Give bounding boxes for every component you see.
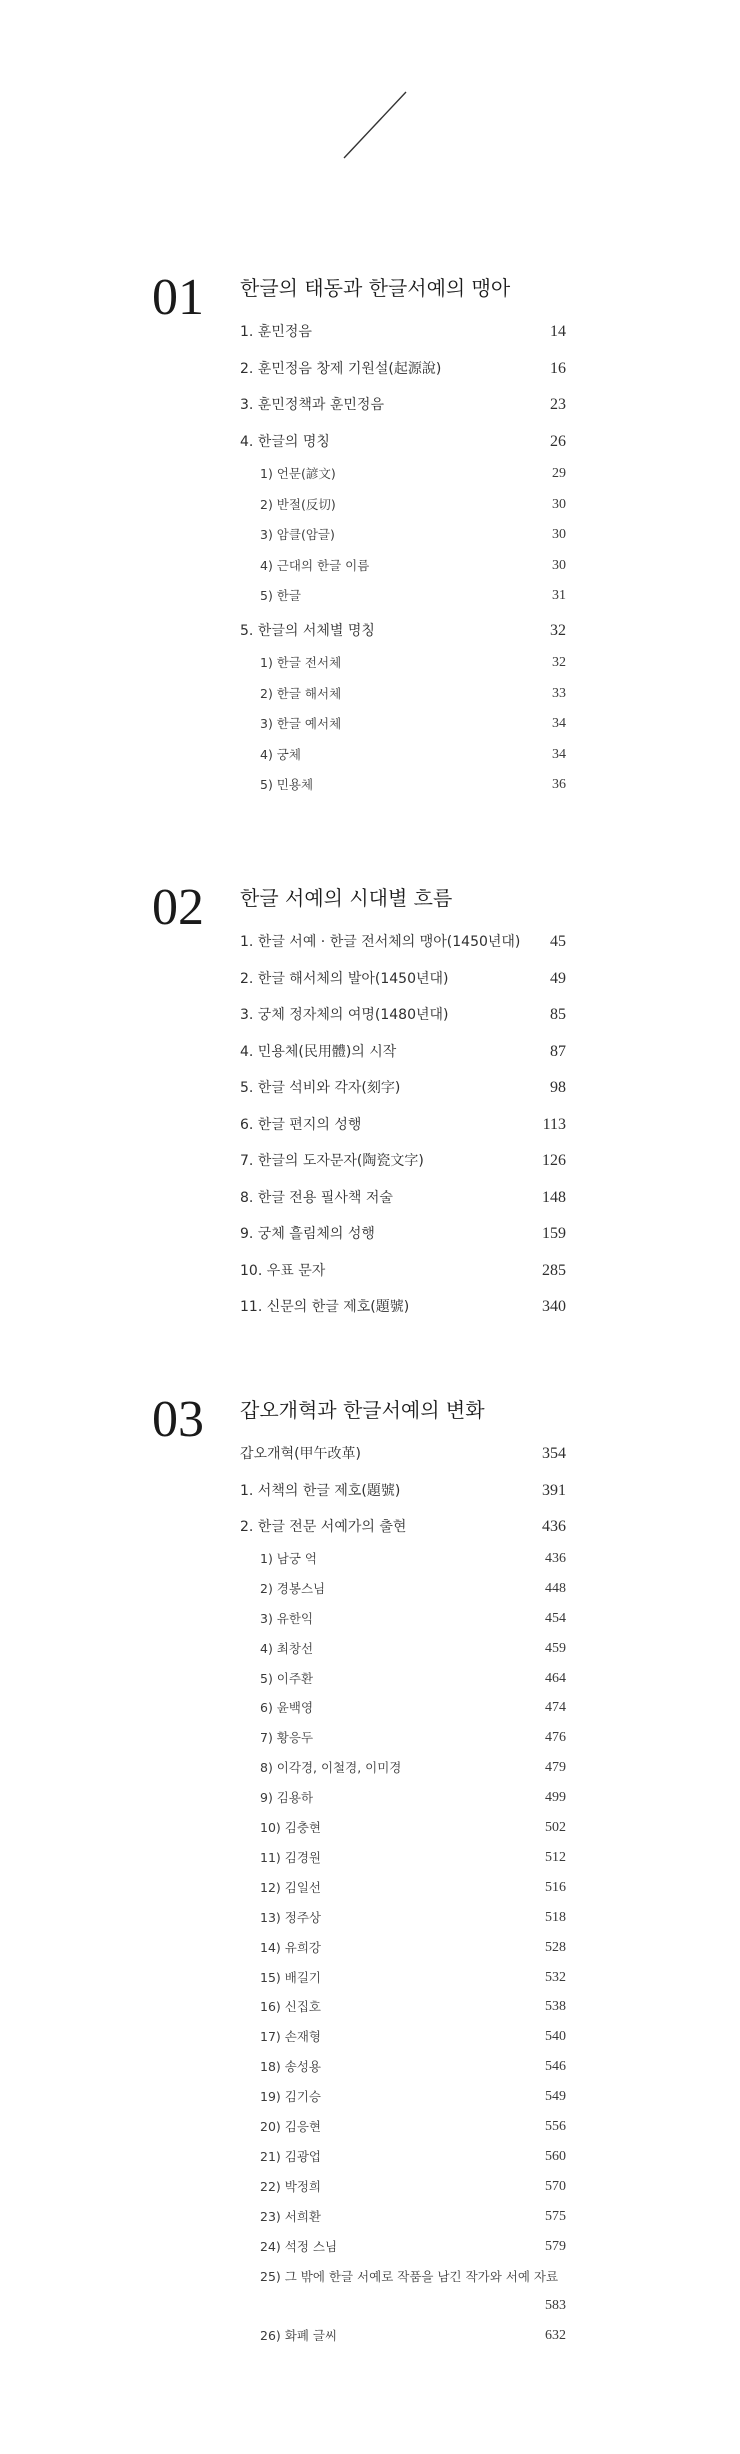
toc-entry-label: 23) 서희환 bbox=[260, 2208, 321, 2224]
toc-page-number: 532 bbox=[545, 1969, 566, 1985]
toc-page-number: 45 bbox=[550, 933, 566, 950]
toc-page-number: 126 bbox=[542, 1152, 566, 1169]
toc-entry bbox=[240, 1481, 566, 1503]
toc-page-number: 23 bbox=[550, 396, 566, 413]
section-title: 한글의 태동과 한글서예의 맹아 bbox=[240, 276, 511, 300]
toc-page-number: 538 bbox=[545, 1999, 566, 2015]
toc-entry-label: 4. 민용체(民用體)의 시작 bbox=[240, 1043, 397, 1060]
toc-entry bbox=[240, 359, 566, 381]
toc-entry bbox=[240, 1224, 566, 1246]
toc-subentry bbox=[240, 557, 566, 579]
toc-page-number: 30 bbox=[552, 527, 566, 542]
toc-entry bbox=[240, 432, 566, 454]
toc-page-number: 98 bbox=[550, 1079, 566, 1096]
toc-subentry bbox=[240, 2118, 566, 2140]
toc-page-number: 340 bbox=[542, 1298, 566, 1315]
toc-subentry bbox=[240, 1550, 566, 1572]
toc-entry-label: 7) 황응두 bbox=[260, 1730, 314, 1746]
section-number: 01 bbox=[152, 269, 204, 326]
toc-entry-label: 10) 김충현 bbox=[260, 1820, 321, 1835]
toc-page-number: 391 bbox=[542, 1481, 566, 1499]
toc-entry-label: 12) 김일선 bbox=[260, 1879, 321, 1895]
toc-entry-label: 25) 그 밖에 한글 서예로 작품을 남긴 작가와 서예 자료 bbox=[260, 2268, 559, 2284]
section-number: 02 bbox=[152, 879, 204, 936]
toc-page-number: 31 bbox=[552, 588, 566, 603]
section-title: 한글 서예의 시대별 흐름 bbox=[240, 886, 453, 910]
toc-entry-label: 11) 김경원 bbox=[260, 1849, 321, 1865]
toc-page-number: 479 bbox=[545, 1760, 566, 1776]
toc-subentry bbox=[240, 1640, 566, 1662]
toc-subentry bbox=[240, 2327, 566, 2349]
section-title: 갑오개혁과 한글서예의 변화 bbox=[240, 1398, 485, 1422]
toc-entry-label: 1. 훈민정음 bbox=[240, 324, 312, 340]
toc-page-number: 34 bbox=[552, 746, 566, 762]
toc-page-number: 14 bbox=[550, 323, 566, 340]
toc-entry bbox=[240, 1115, 566, 1137]
toc-subentry bbox=[240, 587, 566, 609]
toc-page-number: 354 bbox=[542, 1445, 566, 1462]
toc-subentry bbox=[240, 2268, 566, 2290]
toc-entry-label: 21) 김광업 bbox=[260, 2148, 321, 2164]
toc-entry bbox=[240, 1517, 566, 1539]
toc-entry-label: 26) 화폐 글씨 bbox=[260, 2328, 338, 2344]
toc-page-number: 32 bbox=[550, 621, 566, 639]
toc-entry bbox=[240, 1078, 566, 1100]
toc-page-number: 85 bbox=[550, 1006, 566, 1023]
toc-subentry bbox=[240, 526, 566, 548]
toc-page-number: 575 bbox=[545, 2208, 566, 2224]
toc-page-number: 113 bbox=[542, 1115, 566, 1133]
toc-entry-label: 3. 훈민정책과 훈민정음 bbox=[240, 397, 384, 413]
toc-entry-label: 2. 훈민정음 창제 기원설(起源說) bbox=[240, 360, 442, 377]
toc-entry-label: 2) 반절(反切) bbox=[260, 496, 336, 512]
toc-page-number: 285 bbox=[542, 1261, 566, 1279]
toc-subentry bbox=[240, 1879, 566, 1901]
toc-entry-label: 3) 유한익 bbox=[260, 1610, 314, 1626]
toc-entry-label: 20) 김응현 bbox=[260, 2119, 321, 2134]
toc-subentry bbox=[240, 1610, 566, 1632]
toc-subentry bbox=[240, 2238, 566, 2260]
section-number: 03 bbox=[152, 1391, 204, 1448]
toc-page-number: 476 bbox=[545, 1730, 566, 1746]
toc-page-number: 87 bbox=[550, 1042, 566, 1060]
toc-entry-label: 7. 한글의 도자문자(陶瓷文字) bbox=[240, 1153, 424, 1169]
toc-page-number: 516 bbox=[545, 1879, 566, 1895]
toc-page-number: 560 bbox=[545, 2148, 566, 2164]
toc-subentry bbox=[240, 2297, 566, 2319]
toc-page-number: 499 bbox=[545, 1790, 566, 1806]
toc-page-number: 540 bbox=[545, 2029, 566, 2045]
toc-subentry bbox=[240, 1580, 566, 1602]
toc-subentry bbox=[240, 2058, 566, 2080]
toc-entry-label: 6. 한글 편지의 성행 bbox=[240, 1116, 362, 1133]
toc-entry bbox=[240, 1444, 566, 1466]
toc-subentry bbox=[240, 1969, 566, 1991]
toc-page-number: 579 bbox=[545, 2238, 566, 2254]
toc-subentry bbox=[240, 1849, 566, 1871]
toc-entry bbox=[240, 969, 566, 991]
toc-subentry bbox=[240, 776, 566, 798]
toc-entry-label: 14) 유희강 bbox=[260, 1939, 321, 1955]
toc-page-number: 549 bbox=[545, 2089, 566, 2105]
toc-subentry bbox=[240, 496, 566, 518]
toc-page-number: 632 bbox=[545, 2328, 566, 2344]
toc-entry-label: 2) 한글 해서체 bbox=[260, 685, 342, 701]
toc-subentry bbox=[240, 1699, 566, 1721]
toc-entry-label: 4. 한글의 명칭 bbox=[240, 433, 330, 450]
toc-entry-label: 1) 남궁 억 bbox=[260, 1550, 318, 1566]
toc-entry-label: 6) 윤백영 bbox=[260, 1700, 314, 1716]
toc-entry-label: 24) 석정 스님 bbox=[260, 2238, 338, 2254]
toc-subentry bbox=[240, 2178, 566, 2200]
toc-page-number: 49 bbox=[550, 969, 566, 987]
toc-section-01 bbox=[0, 269, 740, 832]
toc-page-number: 583 bbox=[545, 2298, 566, 2314]
toc-entry-label: 3) 암클(암글) bbox=[260, 527, 335, 542]
toc-entry bbox=[240, 621, 566, 643]
toc-entry-label: 1) 언문(諺文) bbox=[260, 466, 336, 481]
toc-entry-label: 11. 신문의 한글 제호(題號) bbox=[240, 1299, 410, 1315]
toc-page-number: 556 bbox=[545, 2119, 566, 2134]
toc-entry bbox=[240, 932, 566, 954]
toc-entry bbox=[240, 322, 566, 344]
toc-entry-label: 5. 한글 석비와 각자(刻字) bbox=[240, 1080, 401, 1096]
toc-page-number: 30 bbox=[552, 557, 566, 573]
toc-entry-label: 19) 김기승 bbox=[260, 2089, 321, 2105]
toc-entry-label: 5) 한글 bbox=[260, 588, 301, 603]
toc-subentry bbox=[240, 746, 566, 768]
toc-page-number: 26 bbox=[550, 432, 566, 450]
toc-entry bbox=[240, 395, 566, 417]
toc-entry-label: 8. 한글 전용 필사책 저술 bbox=[240, 1189, 393, 1206]
toc-entry bbox=[240, 1297, 566, 1319]
toc-subentry bbox=[240, 1819, 566, 1841]
toc-entry-label: 9. 궁체 흘림체의 성행 bbox=[240, 1226, 375, 1242]
toc-entry-label: 갑오개혁(甲午改革) bbox=[240, 1446, 362, 1462]
toc-entry-label: 13) 정주상 bbox=[260, 1909, 321, 1925]
toc-entry-label: 4) 궁체 bbox=[260, 746, 301, 762]
toc-page-number: 448 bbox=[545, 1580, 566, 1596]
toc-page-number: 34 bbox=[552, 716, 566, 731]
toc-entry-label: 18) 송성용 bbox=[260, 2059, 321, 2075]
toc-page-number: 436 bbox=[542, 1518, 566, 1535]
toc-entry-label: 2) 경봉스님 bbox=[260, 1580, 326, 1596]
toc-page-number: 159 bbox=[542, 1225, 566, 1242]
toc-page-number: 30 bbox=[552, 496, 566, 512]
toc-entry-label: 16) 신집호 bbox=[260, 1999, 321, 2015]
toc-entry-label: 4) 근대의 한글 이름 bbox=[260, 557, 370, 573]
toc-subentry bbox=[240, 1789, 566, 1811]
toc-subentry bbox=[240, 2148, 566, 2170]
toc-page-number: 502 bbox=[545, 1820, 566, 1835]
toc-subentry bbox=[240, 1759, 566, 1781]
toc-subentry bbox=[240, 715, 566, 737]
toc-subentry bbox=[240, 2208, 566, 2230]
toc-subentry bbox=[240, 1939, 566, 1961]
toc-page-number: 518 bbox=[545, 1909, 566, 1925]
toc-subentry bbox=[240, 1998, 566, 2020]
toc-subentry bbox=[240, 685, 566, 707]
toc-page-number: 570 bbox=[545, 2178, 566, 2194]
toc-entry-label: 1. 서책의 한글 제호(題號) bbox=[240, 1482, 401, 1499]
toc-entry-label: 17) 손재형 bbox=[260, 2029, 321, 2045]
toc-subentry bbox=[240, 654, 566, 676]
toc-entry-label: 10. 우표 문자 bbox=[240, 1262, 326, 1279]
toc-subentry bbox=[240, 1670, 566, 1692]
toc-subentry bbox=[240, 1729, 566, 1751]
toc-entry-label: 2. 한글 전문 서예가의 출현 bbox=[240, 1519, 407, 1535]
toc-entry-label: 4) 최창선 bbox=[260, 1640, 314, 1656]
toc-page-number: 29 bbox=[552, 466, 566, 481]
toc-entry-label: 5) 이주환 bbox=[260, 1670, 314, 1686]
toc-subentry bbox=[240, 2088, 566, 2110]
toc-subentry bbox=[240, 465, 566, 487]
toc-page-number: 512 bbox=[545, 1849, 566, 1865]
toc-page-number: 148 bbox=[542, 1188, 566, 1206]
toc-entry-label: 5) 민용체 bbox=[260, 777, 314, 792]
toc-page-number: 464 bbox=[545, 1670, 566, 1686]
toc-page-number: 436 bbox=[545, 1550, 566, 1566]
toc-entry-label: 15) 배길기 bbox=[260, 1969, 321, 1985]
toc-entry-label: 3. 궁체 정자체의 여명(1480년대) bbox=[240, 1007, 449, 1023]
toc-page-number: 474 bbox=[545, 1700, 566, 1716]
toc-subentry bbox=[240, 2028, 566, 2050]
toc-entry bbox=[240, 1151, 566, 1173]
toc-page-number: 459 bbox=[545, 1640, 566, 1656]
toc-entry bbox=[240, 1042, 566, 1064]
toc-page-number: 16 bbox=[550, 359, 566, 377]
decorative-slash-mark bbox=[340, 90, 410, 160]
toc-entry-label: 5. 한글의 서체별 명칭 bbox=[240, 622, 375, 639]
toc-entry-label: 8) 이각경, 이철경, 이미경 bbox=[260, 1760, 402, 1776]
toc-entry-label: 3) 한글 예서체 bbox=[260, 716, 342, 731]
toc-entry-label: 9) 김용하 bbox=[260, 1790, 314, 1806]
toc-page-number: 528 bbox=[545, 1939, 566, 1955]
toc-entry-label: 1) 한글 전서체 bbox=[260, 655, 342, 670]
toc-entry bbox=[240, 1261, 566, 1283]
toc-page-number: 33 bbox=[552, 685, 566, 701]
toc-section-03 bbox=[0, 1391, 740, 2434]
toc-page-number: 36 bbox=[552, 777, 566, 792]
toc-entry-label: 22) 박정희 bbox=[260, 2178, 321, 2194]
toc-subentry bbox=[240, 1909, 566, 1931]
toc-section-02 bbox=[0, 879, 740, 1342]
toc-page-number: 454 bbox=[545, 1610, 566, 1626]
toc-entry-label: 2. 한글 해서체의 발아(1450년대) bbox=[240, 970, 449, 987]
toc-entry-label: 1. 한글 서예 · 한글 전서체의 맹아(1450년대) bbox=[240, 934, 521, 950]
toc-entry bbox=[240, 1005, 566, 1027]
toc-page-number: 546 bbox=[545, 2059, 566, 2075]
toc-page-number: 32 bbox=[552, 655, 566, 670]
toc-entry bbox=[240, 1188, 566, 1210]
